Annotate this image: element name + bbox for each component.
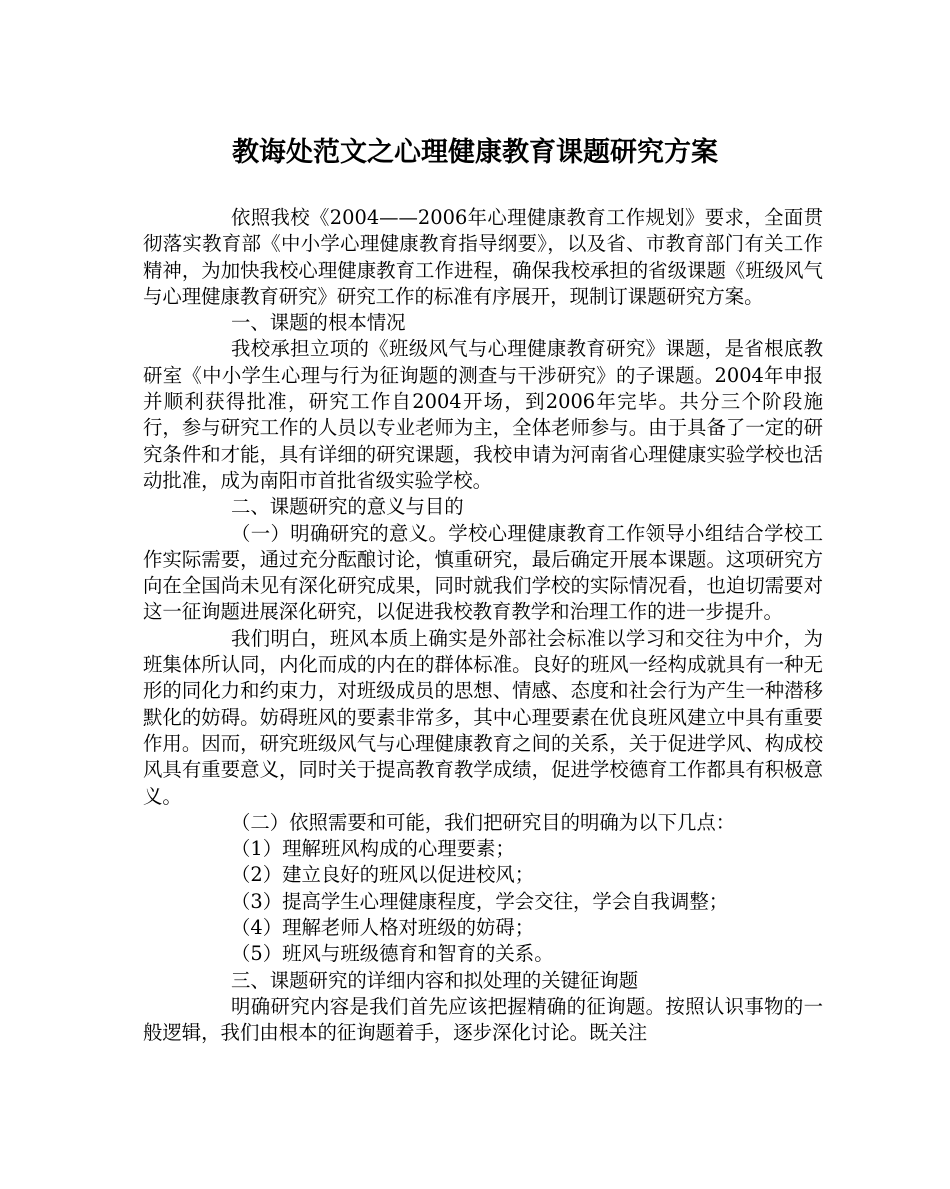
goal-list-item: （5）班风与班级德育和智育的关系。 [231, 942, 554, 966]
document-body [143, 205, 823, 1047]
section-1-paragraph: 我校承担立项的《班级风气与心理健康教育研究》课题，是省根底教研室《中小学生心理与行为征询题的测查与干涉研究》的子课题。2004年申报并顺利获得批准，研究工作自2004开场，到2006年完毕。共分三个阶段施行，参与研究工作的人员以专业老师为主，全体老师参与。由于具备了一定的研究条件和才能，具有详细的研究课题，我校申请为河南省心理健康实验学校也活动批准，成为南阳市首批省级实验学校。 [143, 337, 823, 492]
section-2-paragraph-3: （二）依照需要和可能，我们把研究目的明确为以下几点： [231, 810, 736, 834]
document-title: 教诲处范文之心理健康教育课题研究方案 [232, 137, 718, 168]
section-2-paragraph-1: （一）明确研究的意义。学校心理健康教育工作领导小组结合学校工作实际需要，通过充分酝酿讨论，慎重研究，最后确定开展本课题。这项研究方向在全国尚未见有深化研究成果，同时就我们学校的实际情况看，也迫切需要对这一征询题进展深化研究，以促进我校教育教学和治理工作的进一步提升。 [143, 521, 823, 624]
section-heading-3: 三、课题研究的详细内容和拟处理的关键征询题 [231, 968, 639, 992]
goal-list-item: （4）理解老师人格对班级的妨碍； [231, 916, 535, 940]
goal-list-item: （3）提高学生心理健康程度，学会交往，学会自我调整； [231, 889, 729, 913]
goal-list-item: （2）建立良好的班风以促进校风； [231, 863, 535, 887]
section-3-paragraph: 明确研究内容是我们首先应该把握精确的征询题。按照认识事物的一般逻辑，我们由根本的征询题着手，逐步深化讨论。既关注 [143, 994, 823, 1045]
section-heading-2: 二、课题研究的意义与目的 [231, 495, 464, 519]
section-2-paragraph-2: 我们明白，班风本质上确实是外部社会标准以学习和交往为中介，为班集体所认同，内化而成的内在的群体标准。良好的班风一经构成就具有一种无形的同化力和约束力，对班级成员的思想、情感、态度和社会行为产生一种潜移默化的妨碍。妨碍班风的要素非常多，其中心理要素在优良班风建立中具有重要作用。因而，研究班级风气与心理健康教育之间的关系，关于促进学风、构成校风具有重要意义，同时关于提高教育教学成绩，促进学校德育工作都具有积极意义。 [143, 626, 823, 808]
section-heading-1: 一、课题的根本情况 [231, 311, 406, 335]
goal-list-item: （1）理解班风构成的心理要素； [231, 837, 515, 861]
intro-paragraph: 依照我校《2004——2006年心理健康教育工作规划》要求，全面贯彻落实教育部《中小学心理健康教育指导纲要》，以及省、市教育部门有关工作精神，为加快我校心理健康教育工作进程，确保我校承担的省级课题《班级风气与心理健康教育研究》研究工作的标准有序展开，现制订课题研究方案。 [143, 206, 823, 308]
